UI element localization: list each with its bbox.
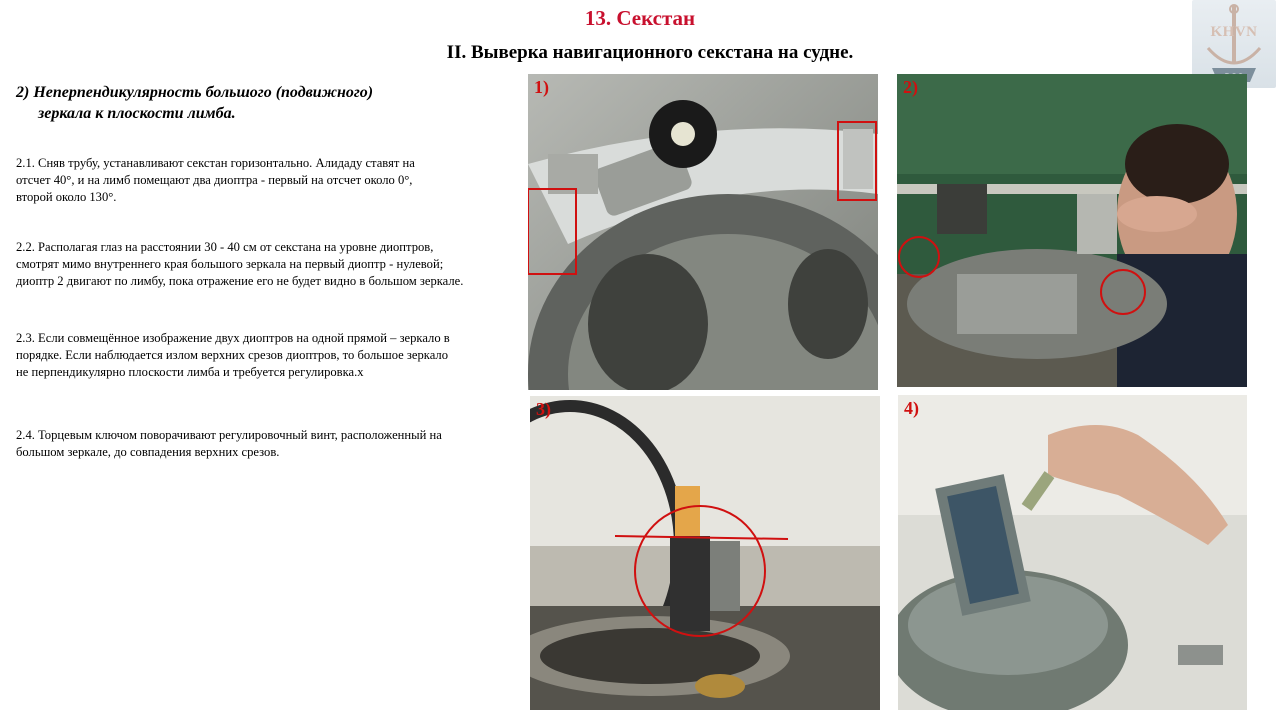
paragraph-2-1 [16, 155, 526, 206]
logo-text: KHVN [1210, 24, 1258, 40]
paragraph-line: большом зеркале, до совпадения верхних срезов. [16, 445, 280, 459]
page-title: 13. Секстан [584, 6, 696, 30]
section-heading [16, 82, 486, 124]
paragraph-line: 2.3. Если совмещённое изображение двух диоптров на одной прямой – зеркало в [16, 331, 450, 345]
heading-line-1: 2) Неперпендикулярность большого (подвижного) [16, 84, 374, 101]
photo-label: 2) [903, 77, 918, 97]
paragraph-line: не перпендикулярно плоскости лимба и требуется регулировка.x [16, 365, 364, 379]
photo-label: 3) [536, 399, 551, 419]
paragraph-2-3 [16, 330, 526, 381]
paragraph-line: 2.4. Торцевым ключом поворачивают регулировочный винт, расположенный на [16, 428, 442, 442]
photo-label: 4) [904, 398, 919, 418]
photo-1-sextant-diopters [528, 74, 878, 390]
paragraph-2-4 [16, 427, 526, 461]
photo-label: 1) [534, 77, 549, 97]
paragraph-line: 2.1. Сняв трубу, устанавливают секстан горизонтально. Алидаду ставят на [16, 156, 415, 170]
paragraph-line: 2.2. Располагая глаз на расстоянии 30 - 40 см от секстана на уровне диоптров, [16, 240, 434, 254]
photo-4-adjusting-screw [898, 395, 1247, 710]
paragraph-line: второй около 130°. [16, 190, 117, 204]
heading-line-2: зеркала к плоскости лимба. [38, 105, 236, 122]
paragraph-line: диоптр 2 двигают по лимбу, пока отражение его не будет видно в большом зеркале. [16, 274, 464, 288]
photo-3-diopter-alignment [530, 396, 880, 710]
paragraph-line: порядке. Если наблюдается излом верхних срезов диоптров, то большое зеркало [16, 348, 448, 362]
paragraph-line: смотрят мимо внутреннего края большого зеркала на первый диоптр - нулевой; [16, 257, 444, 271]
paragraph-line: отсчет 40°, и на лимб помещают два диоптра - первый на отсчет около 0°, [16, 173, 413, 187]
paragraph-2-2 [16, 239, 526, 290]
page-subtitle: II. Выверка навигационного секстана на судне. [446, 42, 854, 63]
photo-2-person-adjusting [897, 74, 1247, 387]
